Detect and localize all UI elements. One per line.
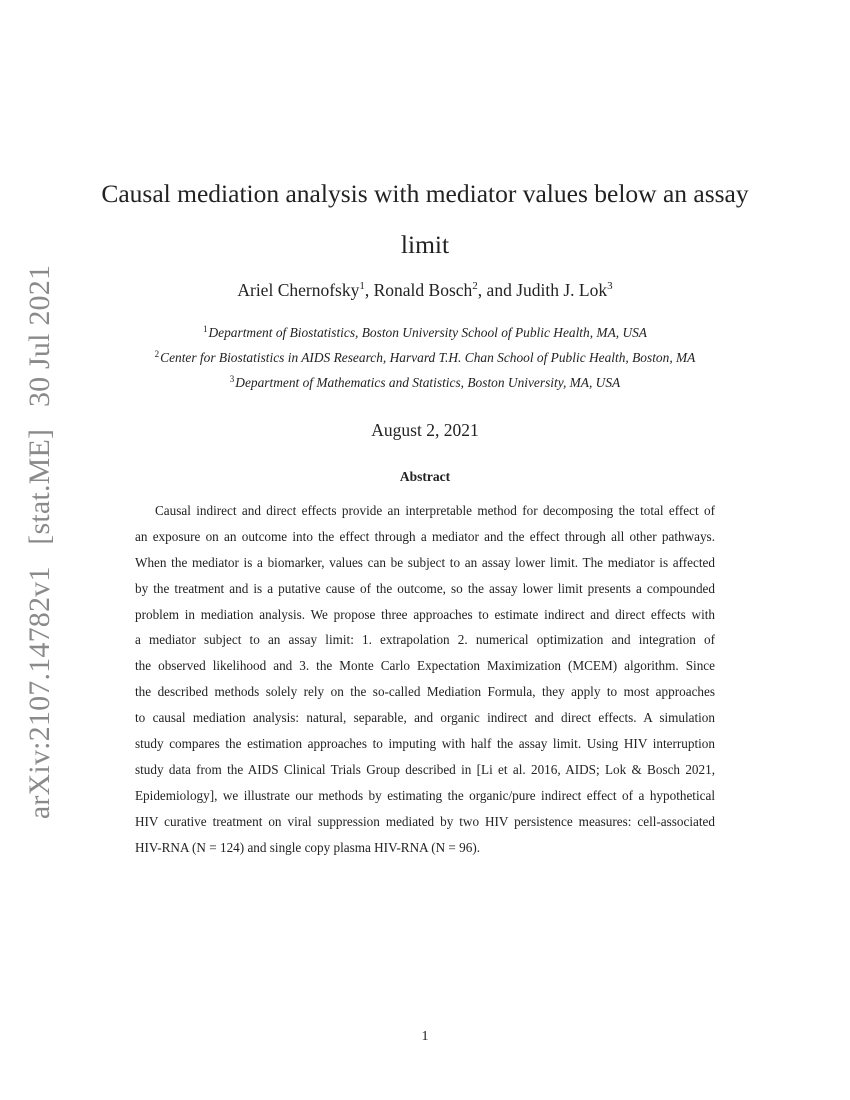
author-separator: , [364,280,374,300]
affiliation-mark: 2 [472,280,478,292]
author-name: Ariel Chernofsky [237,280,360,300]
affiliation [0,320,850,345]
author-name: Ronald Bosch [373,280,473,300]
affiliation [0,345,850,370]
paper-date: August 2, 2021 [371,420,479,440]
abstract-body [135,498,715,860]
abstract-line: problem in mediation analysis. We propose three approaches to estimate indirect and direct effects with [135,606,715,622]
paper-title [100,168,750,270]
affiliation-mark: 2 [154,349,160,359]
abstract-line: the observed likelihood and 3. the Monte Carlo Expectation Maximization (MCEM) algorithm. Since [135,658,715,674]
abstract-line: to causal mediation analysis: natural, separable, and organic indirect and direct effects. A simulation [135,710,715,726]
abstract-line: When the mediator is a biomarker, values can be subject to an assay lower limit. The mediator is affected [135,554,715,570]
affiliation-list [0,320,850,395]
abstract-line: study compares the estimation approaches to imputing with half the assay limit. Using HIV interruption [135,736,715,752]
abstract-line: by the treatment and is a putative cause of the outcome, so the assay lower limit presents a compounded [135,580,715,596]
abstract-line: a mediator subject to an assay limit: 1. extrapolation 2. numerical optimization and integration of [135,632,715,648]
abstract-line: study data from the AIDS Clinical Trials Group described in [Li et al. 2016, AIDS; Lok & Bosch 2021, [135,761,715,777]
author-list [0,280,850,301]
affiliation-text: Department of Mathematics and Statistics, Boston University, MA, USA [235,375,621,390]
page-number: 1 [421,1029,429,1044]
affiliation-mark: 1 [359,280,365,292]
author-separator: , and [477,280,517,300]
arxiv-identifier: arXiv:2107.14782v1 [23,566,56,820]
abstract-line: an exposure on an outcome into the effect through a mediator and the effect through all other pathways. [135,528,715,544]
affiliation-text: Center for Biostatistics in AIDS Research, Harvard T.H. Chan School of Public Health, Boston, MA [160,350,696,365]
affiliation-text: Department of Biostatistics, Boston University School of Public Health, MA, USA [208,325,647,340]
abstract-heading: Abstract [399,469,451,484]
title-line: Causal mediation analysis with mediator values below an assay [101,179,749,208]
title-line: limit [400,230,450,259]
arxiv-category: [stat.ME] [23,428,56,545]
affiliation [0,370,850,395]
abstract-line: Causal indirect and direct effects provide an interpretable method for decomposing the total effect of [155,503,715,518]
abstract-line: the described methods solely rely on the so-called Mediation Formula, they apply to most approaches [135,684,715,700]
abstract-line: Epidemiology], we illustrate our methods by estimating the organic/pure indirect effect of a hypothetical [135,787,715,803]
affiliation-mark: 1 [203,324,208,334]
abstract-line: HIV-RNA (N = 124) and single copy plasma HIV-RNA (N = 96). [135,839,481,855]
abstract-line: HIV curative treatment on viral suppression mediated by two HIV persistence measures: cell-associated [135,813,715,829]
affiliation-mark: 3 [229,374,235,384]
arxiv-date: 30 Jul 2021 [23,264,56,408]
affiliation-mark: 3 [607,280,613,292]
author-name: Judith J. Lok [516,280,608,300]
